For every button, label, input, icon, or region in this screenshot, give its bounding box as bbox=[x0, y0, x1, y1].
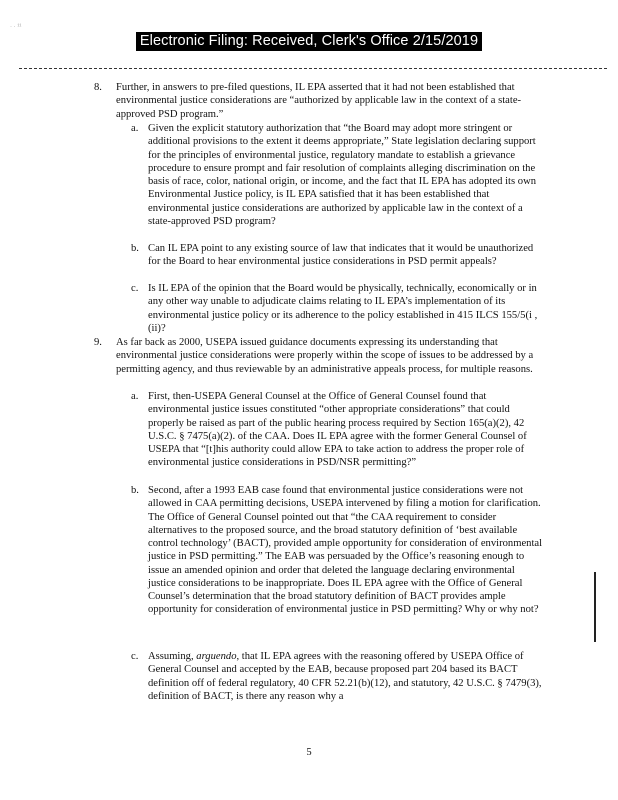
filing-stamp-text: Electronic Filing: Received, Clerk's Office 2/15/2019 bbox=[136, 32, 482, 51]
item-8-marker: 8. bbox=[94, 82, 102, 93]
item-9a-text: First, then-USEPA General Counsel at the Office of General Counsel found that environmental justice issues constituted “other appropriate considerations” that could properly be raised as part of the public hearing process required by Section 165(a)(2), 42 U.S.C. § 7475(a)(2). of the CAA. Does IL EPA agree with the former General Counsel of USEPA that “[t]his authority could allow EPA to take action to address the proper role of environmental justice considerations in PSD/NSR permitting?” bbox=[148, 391, 527, 469]
item-9a-marker: a. bbox=[131, 391, 139, 402]
item-9b-marker: b. bbox=[131, 485, 139, 496]
item-8b-marker: b. bbox=[131, 243, 139, 254]
item-9-text: As far back as 2000, USEPA issued guidance documents expressing its understanding that environmental justice considerations were properly within the scope of issues to be addressed by a permitting agency, and thus reviewable by an administrative appeals process, for multiple reasons. bbox=[116, 337, 534, 375]
scan-edge-mark bbox=[594, 572, 596, 642]
item-9c-italic-term: arguendo bbox=[196, 651, 237, 662]
item-8a-marker: a. bbox=[131, 123, 139, 134]
item-8-text: Further, in answers to pre-filed questions, IL EPA asserted that it had not been established that environmental justice considerations are “authorized by applicable law in the context of a state-approved PSD program.” bbox=[116, 82, 522, 120]
item-9b-text: Second, after a 1993 EAB case found that environmental justice considerations were not allowed in CAA permitting decisions, USEPA intervened by filing a motion for clarification. The Office of General Counsel pointed out that “the CAA requirement to consider alternatives to the proposed source, and the broad statutory definition of ‘best available control technology’ (BACT), provided ample opportunity for consideration of environmental justice in PSD permitting.” The EAB was persuaded by the Office’s reasoning enough to issue an amended opinion and order that deleted the language declaring environmental justice considerations to be inappropriate. Does IL EPA agree with the Office of General Counsel’s determination that the broad statutory definition of BACT provides ample opportunity for consideration of environmental justice in PSD permitting? Why or why not? bbox=[148, 485, 543, 616]
item-9c-marker: c. bbox=[131, 651, 139, 662]
item-9-marker: 9. bbox=[94, 337, 102, 348]
item-8a-text: Given the explicit statutory authorization that “the Board may adopt more stringent or additional provisions to the extent it deems appropriate,” State legislation declaring support for the principles of environmental justice, regulatory mandate to establish a grievance procedure to ensure prompt and fair resolution of complaints alleging discrimination on the basis of race, color, national origin, or income, and the fact that IL EPA has adopted its own Environmental Justice policy, is IL EPA satisfied that it has been established that environmental justice considerations are authorized by applicable law in the context of a state-approved PSD program? bbox=[148, 123, 537, 227]
item-8c-marker: c. bbox=[131, 283, 139, 294]
page-number: 5 bbox=[306, 747, 312, 758]
header-rule bbox=[19, 68, 607, 69]
item-8b-text: Can IL EPA point to any existing source of law that indicates that it would be unauthorized for the Board to hear environmental justice considerations in PSD permit appeals? bbox=[148, 243, 534, 268]
item-9c-prefix: Assuming, bbox=[148, 651, 197, 662]
filing-stamp-banner bbox=[0, 33, 618, 49]
item-8c-text: Is IL EPA of the opinion that the Board would be physically, technically, economically or in any other way unable to adjudicate claims relating to IL EPA’s implementation of its environmental justice policy or its adherence to the policy established in 415 ILCS 155/5(i , (ii)? bbox=[148, 283, 538, 334]
scan-corner-mark: · · ¹¹ bbox=[10, 24, 22, 30]
item-9c-body: , that IL EPA agrees with the reasoning offered by USEPA Office of General Counsel and accepted by the EAB, because proposed part 204 based its BACT definition off of federal regulatory, 40 CFR 52.21(b)(12), and statutory, 42 U.S.C. § 7479(3), definition of BACT, is there any reason why a bbox=[148, 651, 542, 702]
item-9c-text bbox=[148, 650, 544, 703]
